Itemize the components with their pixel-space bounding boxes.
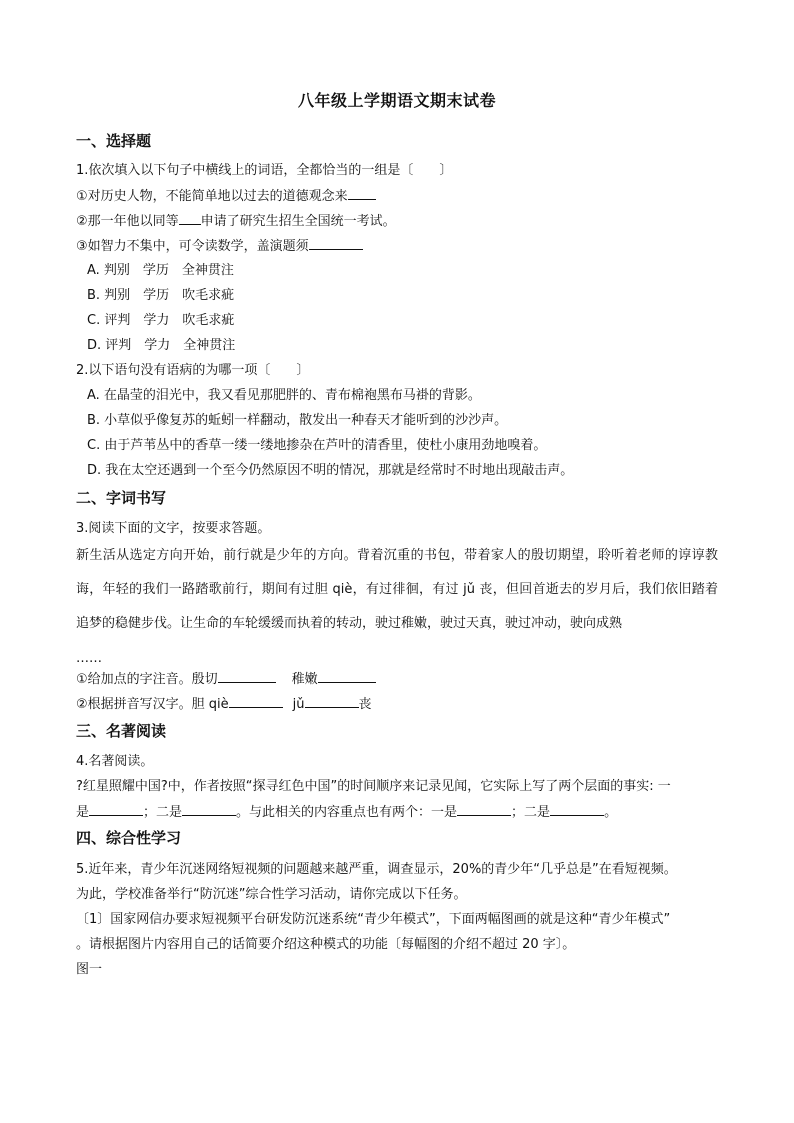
q5-line-3: 〔1〕国家网信办要求短视频平台研发防沉迷系统“青少年模式”，下面两幅图画的就是这种“青少年模式” bbox=[76, 912, 671, 927]
q1-option-c: C. 评判 学力 吹毛求疵 bbox=[87, 313, 235, 328]
q3-sub-2-text-a: ②根据拼音写汉字。胆 qiè bbox=[76, 697, 229, 712]
answer-blank bbox=[457, 803, 511, 816]
q4-line-1: ?红星照耀中国?中，作者按照“探寻红色中国”的时间顺序来记录见闻，它实际上写了两个层面的事实: 一 bbox=[76, 779, 671, 794]
q2-option-c: C. 由于芦苇丛中的香草一缕一缕地掺杂在芦叶的清香里，使杜小康用劲地嗅着。 bbox=[87, 438, 547, 453]
section-heading-classics: 三、名著阅读 bbox=[76, 722, 167, 740]
section-heading-comprehensive: 四、综合性学习 bbox=[76, 829, 182, 847]
section-heading-words: 二、字词书写 bbox=[76, 489, 167, 507]
q2-option-b: B. 小草似乎像复苏的蚯蚓一样翻动，散发出一种春天才能听到的沙沙声。 bbox=[87, 413, 508, 428]
q1-option-b: B. 判别 学历 吹毛求疵 bbox=[87, 288, 235, 303]
q4-line-2-text-d: ；二是 bbox=[511, 805, 551, 820]
answer-blank bbox=[348, 187, 376, 200]
q4-line-2-text-a: 是 bbox=[76, 805, 90, 820]
q1-option-a: A. 判别 学历 全神贯注 bbox=[87, 263, 234, 278]
q1-sentence-3 bbox=[76, 237, 363, 256]
q3-sub-2-text-c: 丧 bbox=[358, 697, 372, 712]
q1-sentence-2-text-a: ②那一年他以同等 bbox=[76, 214, 179, 229]
q3-sub-1-text-a: ①给加点的字注音。殷切 bbox=[76, 672, 218, 687]
answer-blank bbox=[89, 803, 143, 816]
answer-blank bbox=[318, 670, 376, 683]
q4-line-2-text-b: ；二是 bbox=[143, 805, 183, 820]
answer-blank bbox=[229, 695, 283, 708]
q3-ellipsis: …… bbox=[76, 651, 102, 666]
q1-stem: 1.依次填入以下句子中横线上的词语，全都恰当的一组是〔 〕 bbox=[76, 163, 453, 178]
section-heading-choice: 一、选择题 bbox=[76, 132, 152, 150]
q3-passage: 新生活从选定方向开始，前行就是少年的方向。背着沉重的书包，带着家人的殷切期望，聆听着老师的谆谆教诲，年轻的我们一路踏歌前行，期间有过胆 qiè，有过徘徊，有过 jǔ 丧，但回首逝去的岁月后，我们依旧踏着追梦的稳健步伐。让生命的车轮缓缓而执着的转动，驶过稚嫩，驶过天真，驶过冲动，驶向成熟 bbox=[76, 548, 718, 631]
q5-line-4: 。请根据图片内容用自己的话简要介绍这种模式的功能〔每幅图的介绍不超过 20 字〕。 bbox=[76, 937, 576, 952]
q2-option-a: A. 在晶莹的泪光中，我又看见那肥胖的、青布棉袍黑布马褂的背影。 bbox=[87, 388, 481, 403]
q1-option-d: D. 评判 学力 全神贯注 bbox=[87, 338, 236, 353]
page-title: 八年级上学期语文期末试卷 bbox=[297, 91, 496, 110]
q5-line-1: 5.近年来，青少年沉迷网络短视频的问题越来越严重，调查显示，20%的青少年“几乎总是”在看短视频。 bbox=[76, 862, 677, 877]
q4-line-2 bbox=[76, 803, 617, 822]
q3-sub-1 bbox=[76, 670, 376, 689]
figure-1-label: 图一 bbox=[76, 962, 103, 977]
q1-sentence-1-text: ①对历史人物，不能简单地以过去的道德观念来 bbox=[76, 189, 348, 204]
q1-sentence-1 bbox=[76, 187, 376, 206]
q4-line-2-text-c: 。与此相关的内容重点也有两个：一是 bbox=[236, 805, 458, 820]
answer-blank bbox=[182, 803, 236, 816]
q1-sentence-3-text: ③如智力不集中，可令读数学，盖演题须 bbox=[76, 239, 309, 254]
answer-blank bbox=[179, 212, 201, 225]
answer-blank bbox=[218, 670, 276, 683]
answer-blank bbox=[305, 695, 359, 708]
q3-sub-2 bbox=[76, 695, 372, 714]
q1-sentence-2-text-b: 申请了研究生招生全国统一考试。 bbox=[200, 214, 396, 229]
answer-blank bbox=[550, 803, 604, 816]
q4-line-2-text-e: 。 bbox=[604, 805, 618, 820]
q5-line-2: 为此，学校准备举行“防沉迷”综合性学习活动，请你完成以下任务。 bbox=[76, 887, 467, 902]
q3-stem: 3.阅读下面的文字，按要求答题。 bbox=[76, 521, 271, 536]
q1-sentence-2 bbox=[76, 212, 396, 231]
q4-stem: 4.名著阅读。 bbox=[76, 754, 154, 769]
q3-sub-1-text-b: 稚嫩 bbox=[291, 672, 318, 687]
q3-sub-2-text-b: jǔ bbox=[292, 697, 305, 712]
answer-blank bbox=[309, 237, 363, 250]
q2-stem: 2.以下语句没有语病的为哪一项〔 〕 bbox=[76, 363, 310, 378]
q2-option-d: D. 我在太空还遇到一个至今仍然原因不明的情况，那就是经常时不时地出现敲击声。 bbox=[87, 463, 574, 478]
